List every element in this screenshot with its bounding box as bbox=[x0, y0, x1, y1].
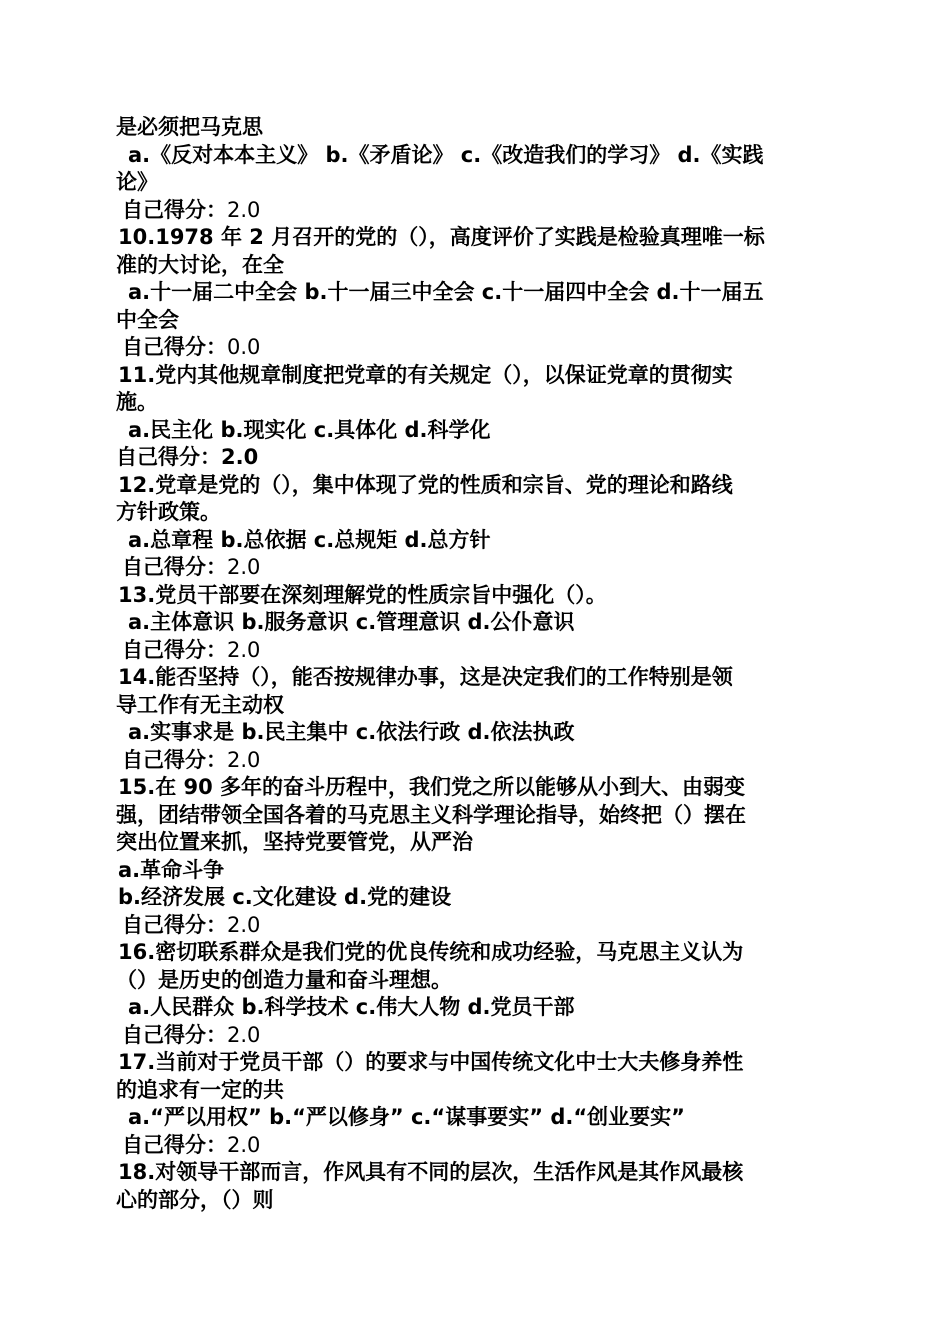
score-value: 2.0 bbox=[227, 637, 261, 662]
question-11: 11.党内其他规章制度把党章的有关规定（），以保证党章的贯彻实 bbox=[118, 362, 733, 387]
question-10-continued: 准的大讨论，在全 bbox=[116, 252, 284, 277]
question-18: 18.对领导干部而言，作风具有不同的层次，生活作风是其作风最核 bbox=[118, 1160, 744, 1184]
score-line bbox=[116, 1022, 842, 1050]
document-body bbox=[116, 114, 842, 1214]
question-16-continued: （）是历史的创造力量和奋斗理想。 bbox=[116, 967, 452, 992]
score-line bbox=[116, 912, 842, 940]
question-17-continued: 的追求有一定的共 bbox=[116, 1077, 284, 1102]
score-label: 自己得分： bbox=[122, 335, 227, 359]
score-line bbox=[116, 747, 842, 775]
question-13: 13.党员干部要在深刻理解党的性质宗旨中强化（）。 bbox=[118, 582, 607, 607]
score-value: 2.0 bbox=[227, 1132, 261, 1157]
options-13: a.主体意识 b.服务意识 c.管理意识 d.公仆意识 bbox=[128, 610, 575, 634]
score-value: 2.0 bbox=[227, 197, 261, 222]
options-12: a.总章程 b.总依据 c.总规矩 d.总方针 bbox=[128, 527, 491, 552]
score-label: 自己得分： bbox=[116, 445, 221, 469]
score-value: 2.0 bbox=[227, 912, 261, 937]
options-14: a.实事求是 b.民主集中 c.依法行政 d.依法执政 bbox=[128, 720, 575, 744]
options-17: a.“严以用权” b.“严以修身” c.“谋事要实” d.“创业要实” bbox=[128, 1105, 685, 1129]
score-label: 自己得分： bbox=[122, 555, 227, 579]
score-value: 2.0 bbox=[221, 445, 259, 469]
score-line bbox=[116, 554, 842, 582]
question-15-continued: 突出位置来抓，坚持党要管党，从严治 bbox=[116, 830, 473, 854]
question-11-continued: 施。 bbox=[116, 390, 158, 414]
options-line-continued: 论》 bbox=[116, 170, 158, 194]
question-15-continued: 强，团结带领全国各着的马克思主义科学理论指导，始终把（）摆在 bbox=[116, 802, 746, 827]
score-line bbox=[116, 197, 842, 225]
score-value: 2.0 bbox=[227, 747, 261, 772]
options-10-continued: 中全会 bbox=[116, 307, 179, 332]
question-12: 12.党章是党的（），集中体现了党的性质和宗旨、党的理论和路线 bbox=[118, 472, 733, 497]
score-value: 0.0 bbox=[227, 335, 261, 359]
question-18-continued: 心的部分，（）则 bbox=[116, 1187, 274, 1212]
score-label: 自己得分： bbox=[122, 747, 227, 772]
options-line: a.《反对本本主义》 b.《矛盾论》 c.《改造我们的学习》 d.《实践 bbox=[128, 142, 764, 167]
score-line bbox=[116, 1132, 842, 1160]
score-line bbox=[116, 444, 842, 472]
question-14-continued: 导工作有无主动权 bbox=[116, 692, 284, 717]
options-16: a.人民群众 b.科学技术 c.伟大人物 d.党员干部 bbox=[128, 995, 575, 1019]
options-15: a.革命斗争 bbox=[118, 857, 225, 882]
question-16: 16.密切联系群众是我们党的优良传统和成功经验，马克思主义认为 bbox=[118, 940, 744, 964]
question-10: 10.1978 年 2 月召开的党的（），高度评价了实践是检验真理唯一标 bbox=[118, 225, 765, 249]
question-14: 14.能否坚持（），能否按规律办事，这是决定我们的工作特别是领 bbox=[118, 665, 733, 689]
score-value: 2.0 bbox=[227, 555, 261, 579]
options-10: a.十一届二中全会 b.十一届三中全会 c.十一届四中全会 d.十一届五 bbox=[128, 280, 764, 304]
score-value: 2.0 bbox=[227, 1022, 261, 1047]
score-label: 自己得分： bbox=[122, 1132, 227, 1157]
question-15: 15.在 90 多年的奋斗历程中，我们党之所以能够从小到大、由弱变 bbox=[118, 775, 746, 799]
score-line bbox=[116, 334, 842, 362]
score-label: 自己得分： bbox=[122, 912, 227, 937]
score-line bbox=[116, 637, 842, 665]
score-label: 自己得分： bbox=[122, 197, 227, 222]
score-label: 自己得分： bbox=[122, 1022, 227, 1047]
options-15-continued: b.经济发展 c.文化建设 d.党的建设 bbox=[118, 885, 452, 909]
options-11: a.民主化 b.现实化 c.具体化 d.科学化 bbox=[128, 417, 491, 442]
text-line: 是必须把马克思 bbox=[116, 115, 263, 139]
score-label: 自己得分： bbox=[122, 637, 227, 662]
question-17: 17.当前对于党员干部（）的要求与中国传统文化中士大夫修身养性 bbox=[118, 1050, 744, 1074]
question-12-continued: 方针政策。 bbox=[116, 500, 221, 524]
